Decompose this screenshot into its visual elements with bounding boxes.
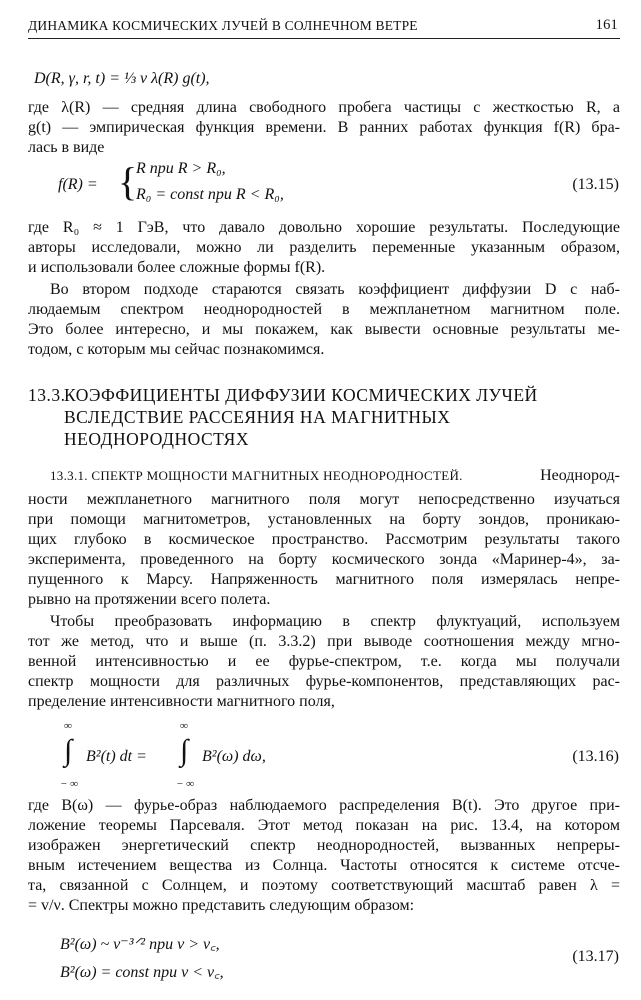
- text-line: ности межпланетного магнитного поля могут непосредственно изучаться: [28, 491, 620, 508]
- eq-case-2: R₀ = const при R < R₀,: [136, 186, 284, 203]
- integrand-frequency: B²(ω) dω,: [202, 748, 266, 765]
- page-number: 161: [595, 17, 618, 33]
- text-line: при помощи магнитометров, установленных на борту зондов, проникаю-: [28, 511, 620, 528]
- section-title-line: НЕОДНОРОДНОСТЯХ: [64, 429, 249, 449]
- subsection-line: [50, 466, 620, 486]
- text-line: авторы исследовали, можно ли разделить переменные указанным образом,: [28, 239, 620, 256]
- section-title-line: КОЭФФИЦИЕНТЫ ДИФФУЗИИ КОСМИЧЕСКИХ ЛУЧЕЙ: [64, 385, 538, 405]
- text-line: изображен энергетический спектр неоднородностей, вызванных непреры-: [28, 837, 620, 854]
- text-line: где R₀ ≈ 1 ГэВ, что давало довольно хорошие результаты. Последующие: [28, 219, 620, 236]
- text-line: людаемым спектром неоднородностей в межпланетном магнитном поле.: [28, 301, 620, 318]
- integral-icon: ∫: [180, 734, 189, 767]
- integral-upper: ∞: [180, 720, 188, 732]
- integrand-time: B²(t) dt =: [86, 748, 147, 765]
- text-line: = v/ν. Спектры можно представить следующим образом:: [28, 897, 415, 914]
- text-line: тот же метод, что и выше (п. 3.3.2) при выводе соотношения между мгно-: [28, 633, 620, 650]
- integral-lower: − ∞: [60, 778, 79, 790]
- text-line: та, связанной с Солнцем, и поэтому соответствующий масштаб равен λ =: [28, 877, 620, 894]
- eq-case-1: R при R > R₀,: [136, 160, 226, 177]
- eq-line-2: B²(ω) = const при ν < ν꜀,: [60, 964, 224, 981]
- text-line: вным истечением вещества из Солнца. Частоты относятся к системе отсче-: [28, 857, 620, 874]
- integral-icon: ∫: [64, 734, 73, 767]
- text-line: где B(ω) — фурье-образ наблюдаемого распределения B(t). Это другое при-: [28, 797, 620, 814]
- text-line: Это более интересно, и мы покажем, как вывести основные результаты ме-: [28, 321, 620, 338]
- text-line: венной интенсивностью и ее фурье-спектром, т.е. когда мы получали: [28, 653, 620, 670]
- text-line: щих глубоко в космическое пространство. Рассмотрим результаты такого: [28, 531, 620, 548]
- text-line: Во втором подходе стараются связать коэффициент диффузии D с наб-: [50, 281, 620, 298]
- section-number: 13.3.: [28, 385, 66, 405]
- running-header: [28, 16, 620, 39]
- brace-icon: {: [118, 159, 138, 204]
- text-line: пределение интенсивности магнитного поля,: [28, 693, 335, 710]
- equation-number: (13.17): [572, 948, 619, 965]
- equation-number: (13.16): [572, 748, 619, 765]
- text-line: пущенного к Марсу. Напряженность магнитного поля измерялась непре-: [28, 571, 620, 588]
- text-line: спектр мощности для различных фурье-компонентов, представляющих рас-: [28, 673, 620, 690]
- integral-upper: ∞: [64, 720, 72, 732]
- section-title-line: ВСЛЕДСТВИЕ РАССЕЯНИЯ НА МАГНИТНЫХ: [64, 407, 451, 427]
- integral-lower: − ∞: [176, 778, 195, 790]
- text-line: где λ(R) — средняя длина свободного пробега частицы с жесткостью R, а: [28, 99, 620, 116]
- formula-diffusion: D(R, γ, r, t) = ⅓ v λ(R) g(t),: [34, 70, 210, 87]
- text-line: и использовали более сложные формы f(R).: [28, 259, 326, 276]
- subsection-label: 13.3.1. СПЕКТР МОЩНОСТИ МАГНИТНЫХ НЕОДНОРОДНОСТЕЙ.: [50, 468, 463, 483]
- text-line: Чтобы преобразовать информацию в спектр флуктуаций, используем: [50, 613, 620, 630]
- equation-number: (13.15): [572, 176, 619, 193]
- running-title: ДИНАМИКА КОСМИЧЕСКИХ ЛУЧЕЙ В СОЛНЕЧНОМ ВЕТРЕ: [28, 18, 418, 33]
- text-fragment: Неоднород-: [540, 467, 620, 484]
- text-line: рывно на протяжении всего полета.: [28, 591, 271, 608]
- eq-line-1: B²(ω) ~ ν⁻³ᐟ² при ν > ν꜀,: [60, 936, 220, 953]
- text-line: эксперимента, проведенного на борту космического зонда «Маринер-4», за-: [28, 551, 620, 568]
- text-line: ложение теоремы Парсеваля. Этот метод показан на рис. 13.4, на котором: [28, 817, 620, 834]
- text-line: лась в виде: [28, 139, 105, 156]
- text-line: g(t) — эмпирическая функция времени. В ранних работах функция f(R) бра-: [28, 119, 620, 136]
- text-line: тодом, с которым мы сейчас познакомимся.: [28, 341, 325, 358]
- eq-lhs: f(R) =: [58, 176, 98, 193]
